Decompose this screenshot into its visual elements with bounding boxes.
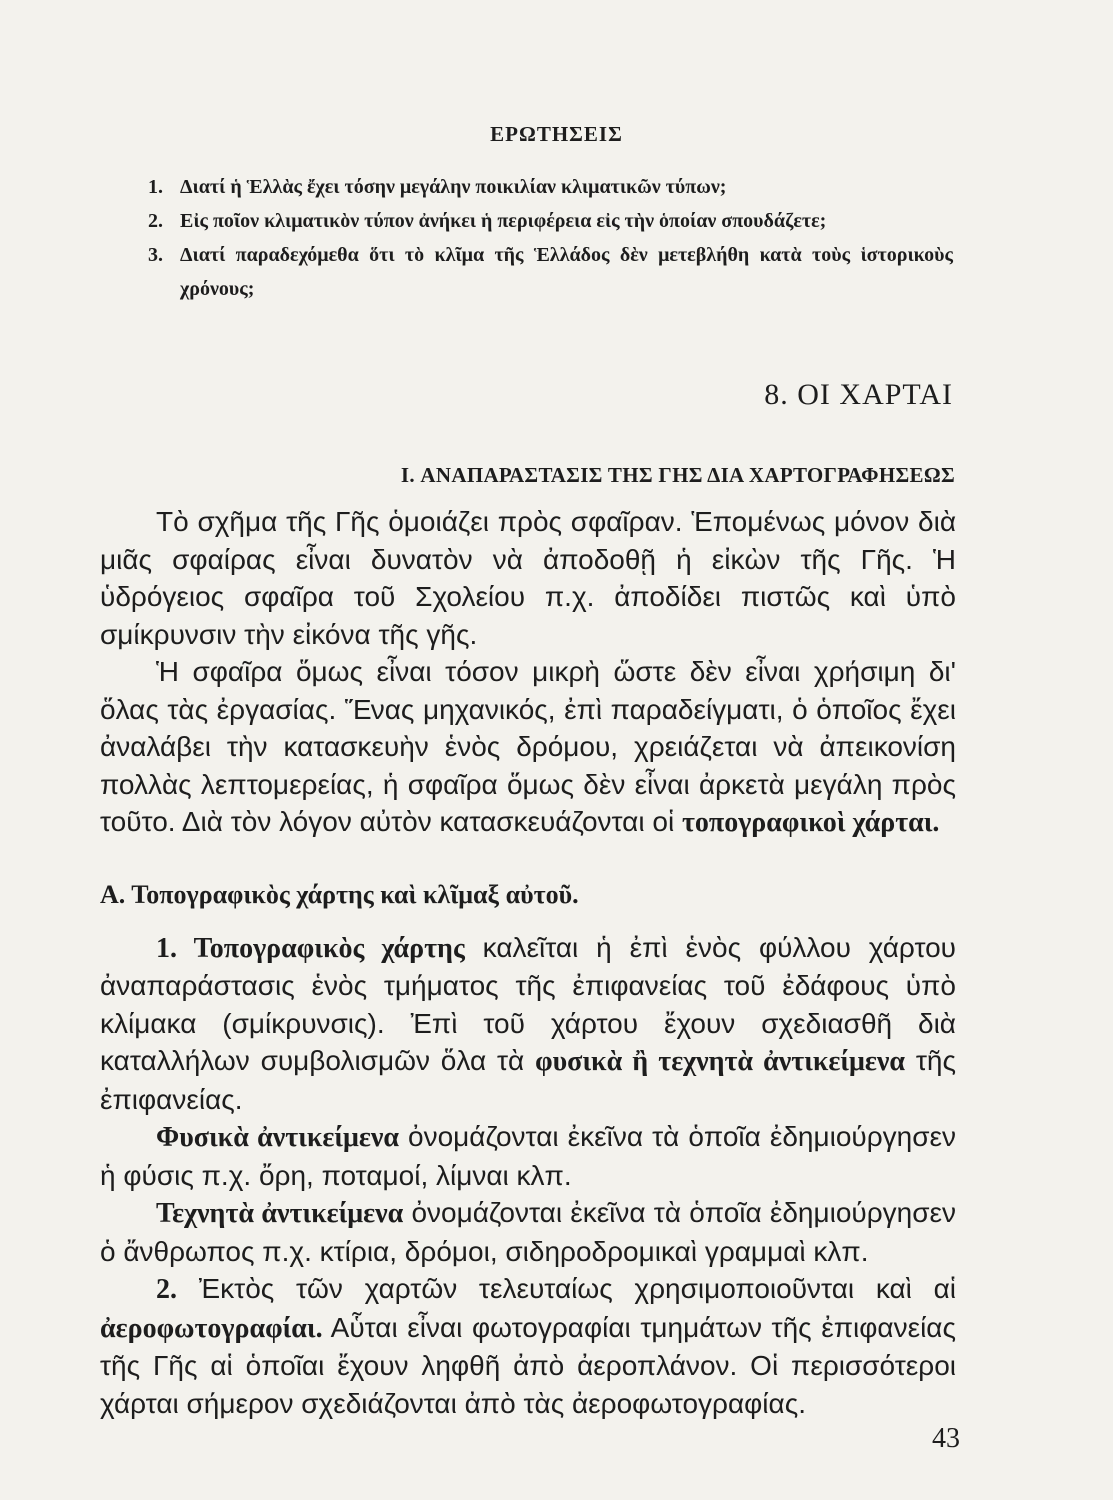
question-text: Διατί ἡ Ἑλλὰς ἔχει τόσην μεγάλην ποικιλίαν κλιματικῶν τύπων; (180, 176, 727, 198)
question-text: Εἰς ποῖον κλιματικὸν τύπον ἀνήκει ἡ περιφέρεια εἰς τὴν ὁποίαν σπουδάζετε; (180, 210, 827, 232)
question-item (148, 204, 953, 238)
chapter-title: 8. ΟΙ ΧΑΡΤΑΙ (764, 378, 953, 411)
paragraph-6-text-1: Ἐκτὸς τῶν χαρτῶν τελευταίως χρησιμοποιοῦνται καὶ αἱ (198, 1273, 957, 1304)
questions-list (148, 170, 953, 306)
page-number: 43 (932, 1423, 960, 1454)
paragraph-2-bold: τοπογραφικοὶ χάρται. (681, 807, 940, 838)
question-item (148, 238, 953, 306)
paragraph-6-bold: ἀεροφωτογραφίαι. (100, 1312, 323, 1344)
main-text (100, 503, 956, 1422)
paragraph-6-text-2: Αὗται εἶναι φωτογραφίαι τμημάτων τῆς ἐπιφανείας τῆς Γῆς αἱ ὁποῖαι ἔχουν ληφθῆ ἀπὸ ἀεροπλάνον. Οἱ περισσότεροι χάρται σήμερον σχεδιάζονται ἀπὸ τὰς ἀεροφωτογραφίας. (100, 1311, 956, 1419)
paragraph-3-text-1: καλεῖται ἡ ἐπὶ ἑνὸς φύλλου χάρτου ἀναπαράστασις ἑνὸς τμήματος τῆς ἐπιφανείας τοῦ ἐδάφους ὑπὸ κλίμακα (σμίκρυνσις). Ἐπὶ τοῦ χάρτου ἔχουν σχεδιασθῆ διὰ καταλλήλων συμβολισμῶν ὅλα τὰ (100, 931, 956, 1076)
subheading: Α. Τοπογραφικὸς χάρτης καὶ κλῖμαξ αὐτοῦ. (100, 879, 579, 909)
paragraph-4-text: ὀνομάζονται ἐκεῖνα τὰ ὁποῖα ἐδημιούργησεν ἡ φύσις π.χ. ὄρη, ποταμοί, λίμναι κλπ. (100, 1121, 957, 1191)
paragraph-3-bold-2: φυσικὰ ἢ τεχνητὰ ἀντικείμενα (535, 1046, 905, 1077)
paragraph-6 (100, 1270, 956, 1422)
paragraph-5-bold: Τεχνητὰ ἀντικείμενα (156, 1198, 404, 1229)
section-title: I. ΑΝΑΠΑΡΑΣΤΑΣΙΣ ΤΗΣ ΓΗΣ ΔΙΑ ΧΑΡΤΟΓΡΑΦΗΣΕΩΣ (400, 463, 955, 487)
paragraph-1: Τὸ σχῆμα τῆς Γῆς ὁμοιάζει πρὸς σφαῖραν. Ἑπομένως μόνον διὰ μιᾶς σφαίρας εἶναι δυνατὸν νὰ ἀποδοθῇ ἡ εἰκὼν τῆς Γῆς. Ἡ ὑδρόγειος σφαῖρα τοῦ Σχολείου π.χ. ἀποδίδει πιστῶς καὶ ὑπὸ σμίκρυνσιν τὴν εἰκόνα τῆς γῆς. (100, 506, 956, 650)
paragraph-5-text: ὀνομάζονται ἐκεῖνα τὰ ὁποῖα ἐδημιούργησεν ὁ ἄνθρωπος π.χ. κτίρια, δρόμοι, σιδηροδρομικαὶ γραμμαὶ κλπ. (100, 1197, 957, 1267)
question-number: 2. (148, 210, 163, 232)
questions-title: ΕΡΩΤΗΣΕΙΣ (490, 122, 623, 146)
paragraph-3-text-2: τῆς ἐπιφανείας. (100, 1045, 957, 1115)
paragraph-3-bold: 1. Τοπογραφικὸς χάρτης (156, 932, 465, 964)
question-number: 1. (148, 176, 163, 198)
paragraph-4-bold: Φυσικὰ ἀντικείμενα (156, 1122, 399, 1153)
paragraph-2 (100, 653, 956, 842)
question-number: 3. (148, 244, 163, 266)
paragraph-4 (100, 1118, 956, 1194)
paragraph-6-number: 2. (156, 1274, 177, 1305)
paragraph-3 (100, 929, 956, 1119)
paragraph-5 (100, 1194, 956, 1270)
question-item (148, 170, 953, 204)
question-text: Διατί παραδεχόμεθα ὅτι τὸ κλῖμα τῆς Ἑλλάδος δὲν μετεβλήθη κατὰ τοὺς ἱστορικοὺς χρόνους; (180, 244, 953, 300)
paragraph-2-text: Ἡ σφαῖρα ὅμως εἶναι τόσον μικρὴ ὥστε δὲν εἶναι χρήσιμη δι' ὅλας τὰς ἐργασίας. Ἕνας μηχανικός, ἐπὶ παραδείγματι, ὁ ὁποῖος ἔχει ἀναλάβει τὴν κατασκευὴν ἑνὸς δρόμου, χρειάζεται νὰ ἀπεικονίση πολλὰς λεπτομερείας, ἡ σφαῖρα ὅμως δὲν εἶναι ἀρκετὰ μεγάλη πρὸς τοῦτο. Διὰ τὸν λόγον αὐτὸν κατασκευάζονται οἱ (100, 656, 956, 837)
